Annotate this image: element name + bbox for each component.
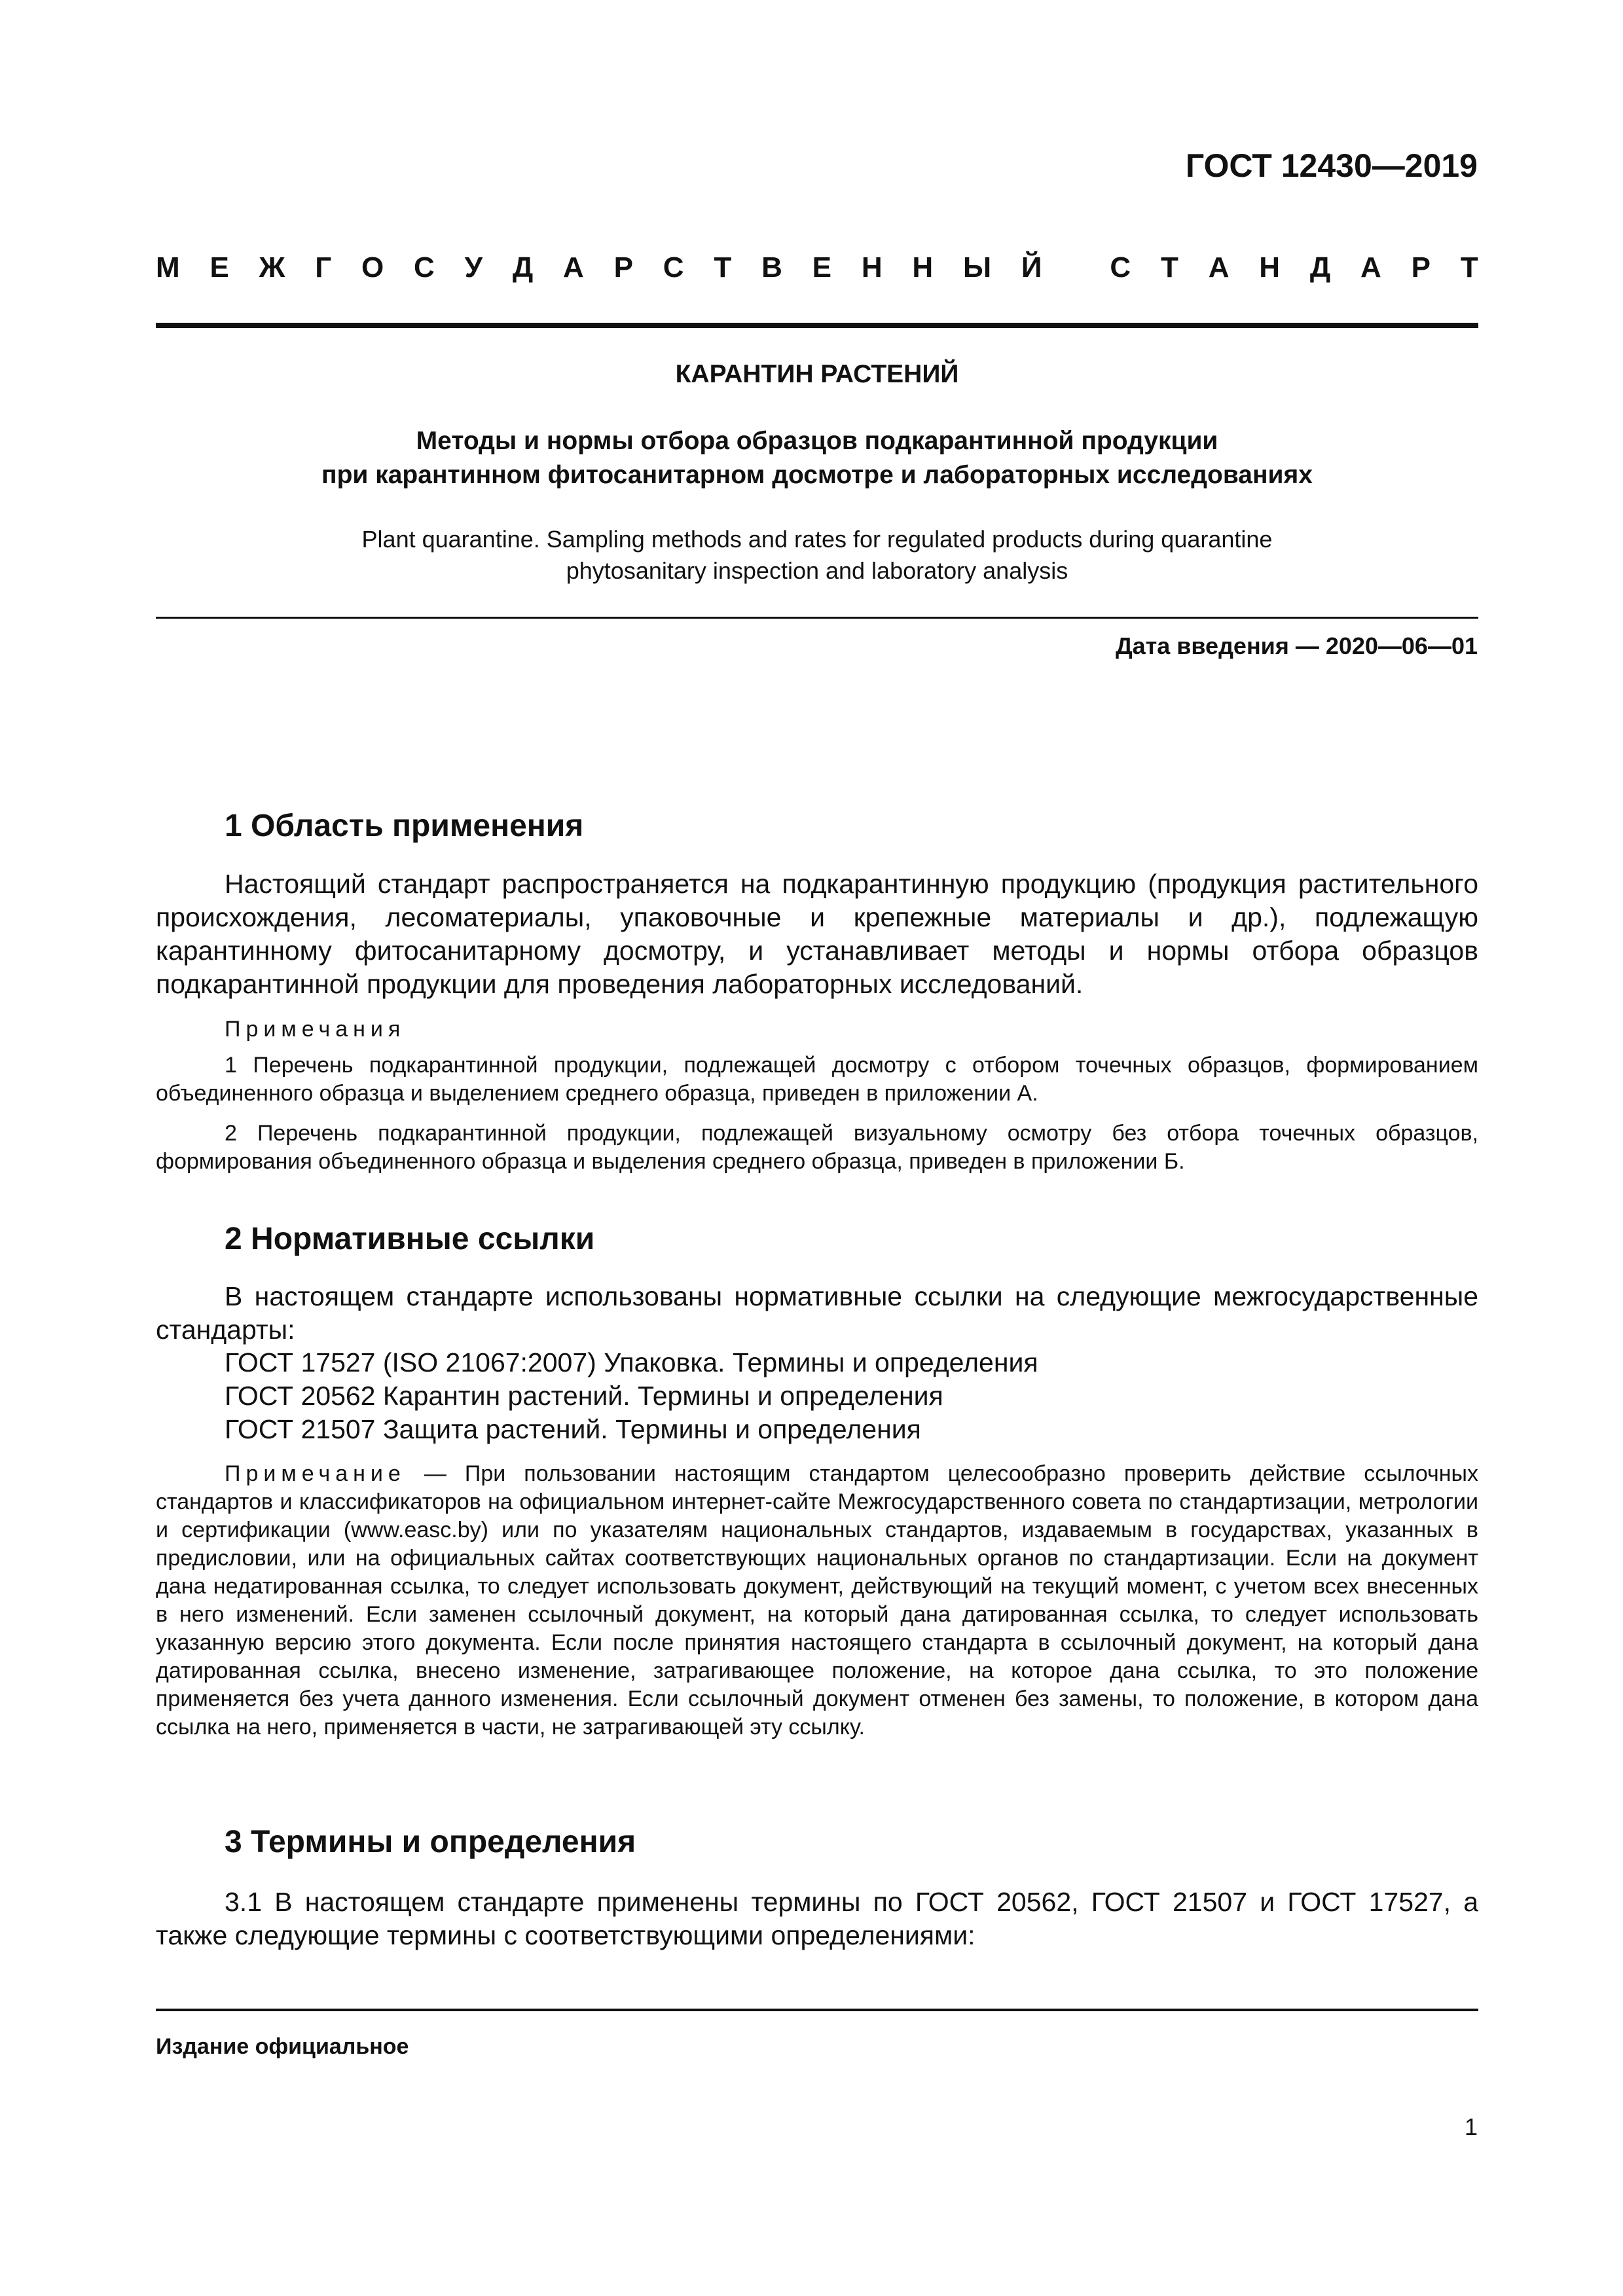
note-label: Примечание <box>225 1461 406 1486</box>
banner-letter: М <box>156 251 180 283</box>
banner-letter: Й <box>1021 251 1042 283</box>
banner-letter: А <box>563 251 584 283</box>
note-1: 1 Перечень подкарантинной продукции, подлежащей досмотру с отбором точечных образцов, формированием объединенного образца и выделением среднего образца, приведен в приложении А. <box>156 1053 1478 1106</box>
banner-letter: Е <box>210 251 229 283</box>
standard-number: ГОСТ 12430—2019 <box>1185 147 1478 184</box>
banner-letter: Т <box>1460 251 1478 283</box>
note-text: — При пользовании настоящим стандартом целесообразно проверить действие ссылочных стандартов и классификаторов на официальном интернет-сайте Межгосударственного совета по стандартизации, метрологии и сертификации (www.easc.by) или по указателям национальных стандартов, издаваемым в государствах, указанных в предисловии, или на официальных сайтах соответствующих национальных органов по стандартизации. Если на документ дана недатированная ссылка, то следует использовать документ, действующий на текущий момент, с учетом всех внесенных в него изменений. Если заменен ссылочный документ, на который дана датированная ссылка, то следует использовать указанную версию этого документа. Если после принятия настоящего стандарта в ссылочный документ, на который дана датированная ссылка, внесено изменение, затрагивающее положение, на которое дана ссылка, то это положение применяется без учета данного изменения. Если ссылочный документ отменен без замены, то положение, в котором дана ссылка на него, применяется в части, не затрагивающей эту ссылку. <box>156 1461 1478 1740</box>
footer-divider <box>156 2009 1478 2011</box>
banner-letter: Г <box>315 251 332 283</box>
banner-letter: Т <box>1160 251 1178 283</box>
banner-letter: Р <box>1411 251 1431 283</box>
introduction-date: Дата введения — 2020—06—01 <box>1115 632 1478 659</box>
banner-letter: Д <box>1309 251 1331 283</box>
banner-letter: У <box>464 251 483 283</box>
header-divider <box>156 323 1478 328</box>
reference-item: ГОСТ 20562 Карантин растений. Термины и определения <box>225 1381 943 1411</box>
section-1-heading: 1 Область применения <box>225 809 584 843</box>
banner-letter: Ы <box>963 251 992 283</box>
document-title: КАРАНТИН РАСТЕНИЙ <box>675 360 959 388</box>
banner-letter: Д <box>512 251 534 283</box>
section-2-heading: 2 Нормативные ссылки <box>225 1222 595 1256</box>
edition-label: Издание официальное <box>156 2034 409 2059</box>
banner-letter: В <box>761 251 782 283</box>
banner-letter: Н <box>861 251 883 283</box>
banner-letter <box>1072 251 1080 284</box>
reference-item: ГОСТ 17527 (ISO 21067:2007) Упаковка. Термины и определения <box>225 1347 1038 1377</box>
reference-item: ГОСТ 21507 Защита растений. Термины и определения <box>225 1414 921 1444</box>
banner-letter: Н <box>912 251 934 283</box>
banner-letter: С <box>1110 251 1131 283</box>
section-3-heading: 3 Термины и определения <box>225 1825 636 1859</box>
banner-letter: С <box>414 251 435 283</box>
banner-letter: Ж <box>259 251 285 283</box>
section-1-paragraph: Настоящий стандарт распространяется на подкарантинную продукцию (продукция растительного происхождения, лесоматериалы, упаковочные и крепежные материалы и др.), подлежащую карантинному фитосанитарному досмотру, и устанавливает методы и нормы отбора образцов подкарантинной продукции для проведения лабораторных исследований. <box>156 869 1478 999</box>
document-subtitle <box>156 424 1478 492</box>
subtitle-line-2: при карантинном фитосанитарном досмотре и лабораторных исследованиях <box>321 461 1313 489</box>
english-title-line-2: phytosanitary inspection and laboratory analysis <box>566 557 1068 584</box>
section-2-note <box>156 1460 1478 1741</box>
note-2: 2 Перечень подкарантинной продукции, подлежащей визуальному осмотру без отбора точечных образцов, формирования объединенного образца и выделения среднего образца, приведен в приложении Б. <box>156 1121 1478 1174</box>
subtitle-line-1: Методы и нормы отбора образцов подкарантинной продукции <box>416 427 1218 455</box>
english-title-line-1: Plant quarantine. Sampling methods and rates for regulated products during quarantine <box>361 526 1273 553</box>
banner-letter: С <box>663 251 684 283</box>
banner-letter: А <box>1208 251 1230 283</box>
english-title <box>156 524 1478 587</box>
banner-letter: О <box>361 251 384 283</box>
notes-label: Примечания <box>225 1017 406 1042</box>
banner-letter: Т <box>714 251 732 283</box>
banner-letter: А <box>1360 251 1381 283</box>
interstate-standard-banner <box>156 251 1478 284</box>
section-2-paragraph: В настоящем стандарте использованы нормативные ссылки на следующие межгосударственные стандарты: <box>156 1281 1478 1345</box>
banner-letter: Е <box>812 251 832 283</box>
banner-letter: Н <box>1259 251 1281 283</box>
page-number: 1 <box>1464 2113 1478 2140</box>
title-divider <box>156 617 1478 619</box>
banner-letter: Р <box>613 251 633 283</box>
section-3-paragraph: 3.1 В настоящем стандарте применены термины по ГОСТ 20562, ГОСТ 21507 и ГОСТ 17527, а также следующие термины с соответствующими определениями: <box>156 1887 1478 1950</box>
